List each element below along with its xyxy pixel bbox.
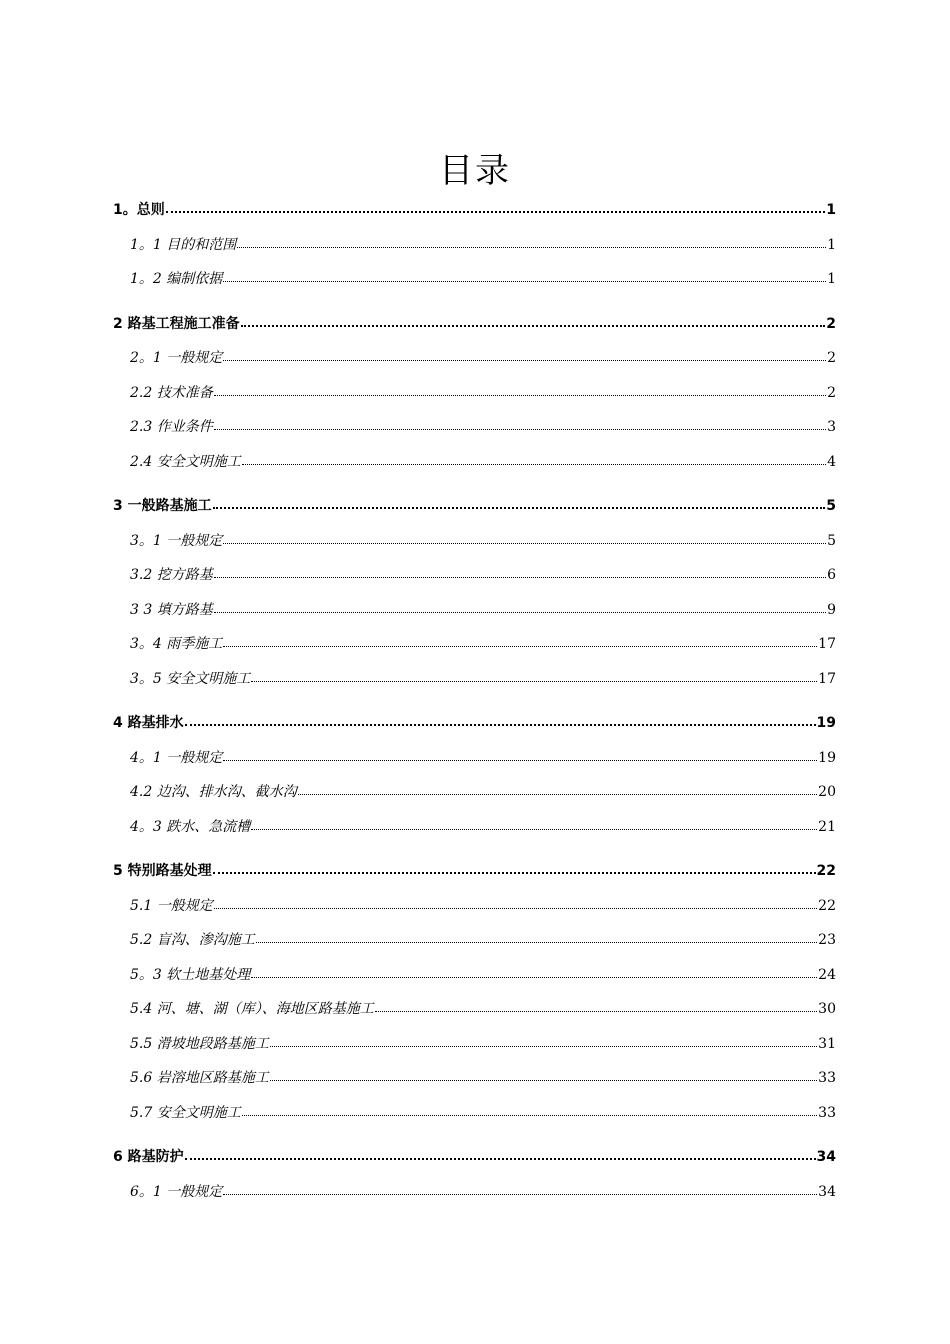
dot-leader bbox=[214, 381, 826, 396]
toc-entry-3-5[interactable] bbox=[113, 662, 836, 697]
toc-entry-section-3[interactable] bbox=[113, 489, 836, 524]
toc-entry-section-1[interactable] bbox=[113, 193, 836, 228]
toc-entry-label: 3。5 安全文明施工 bbox=[130, 670, 251, 687]
toc-entry-page: 34 bbox=[816, 1149, 836, 1165]
toc-entry-section-5[interactable] bbox=[113, 854, 836, 889]
dot-leader bbox=[214, 563, 826, 578]
toc-entry-label: 5 特别路基处理 bbox=[113, 863, 212, 879]
toc-entry-page: 23 bbox=[818, 932, 836, 948]
toc-entry-label: 1。1 目的和范围 bbox=[130, 236, 237, 253]
toc-entry-page: 6 bbox=[827, 567, 836, 583]
toc-entry-label: 5.6 岩溶地区路基施工 bbox=[130, 1070, 269, 1086]
dot-leader bbox=[251, 963, 817, 978]
toc-entry-page: 5 bbox=[827, 532, 836, 549]
dot-leader bbox=[223, 529, 826, 544]
toc-entry-page: 2 bbox=[826, 315, 836, 332]
toc-entry-label: 5.1 一般规定 bbox=[130, 897, 213, 914]
toc-entry-2-3[interactable] bbox=[113, 410, 836, 445]
toc-entry-3-3[interactable] bbox=[113, 593, 836, 628]
toc-entry-label: 2.2 技术准备 bbox=[130, 384, 213, 401]
toc-entry-page: 34 bbox=[818, 1183, 836, 1200]
dot-leader bbox=[237, 233, 826, 248]
dot-leader bbox=[298, 780, 817, 795]
dot-leader bbox=[270, 1032, 817, 1047]
toc-entry-5-3[interactable] bbox=[113, 958, 836, 993]
toc-entry-label: 2。1 一般规定 bbox=[130, 350, 223, 366]
toc-entry-page: 31 bbox=[818, 1035, 836, 1052]
toc-entry-label: 5.5 滑坡地段路基施工 bbox=[130, 1035, 269, 1052]
toc-entry-5-2[interactable] bbox=[113, 923, 836, 958]
toc-entry-label: 3 一般路基施工 bbox=[113, 498, 212, 514]
dot-leader bbox=[223, 267, 826, 282]
toc-entry-label: 6 路基防护 bbox=[113, 1149, 184, 1165]
toc-entry-6-1[interactable] bbox=[113, 1175, 836, 1210]
dot-leader bbox=[241, 311, 826, 327]
dot-leader bbox=[256, 928, 817, 943]
toc-entry-label: 2 路基工程施工准备 bbox=[113, 315, 240, 332]
dot-leader bbox=[214, 415, 826, 430]
toc-entry-label: 2.4 安全文明施工 bbox=[130, 453, 241, 470]
toc-entry-section-4[interactable] bbox=[113, 706, 836, 741]
toc-entry-5-6[interactable] bbox=[113, 1061, 836, 1096]
toc-entry-page: 17 bbox=[818, 636, 836, 652]
toc-entry-page: 24 bbox=[818, 966, 836, 983]
toc-list bbox=[113, 193, 836, 1209]
toc-entry-label: 3。1 一般规定 bbox=[130, 532, 223, 549]
toc-entry-page: 33 bbox=[818, 1104, 836, 1121]
dot-leader bbox=[251, 815, 817, 830]
toc-entry-page: 33 bbox=[818, 1070, 836, 1086]
toc-entry-4-3[interactable] bbox=[113, 810, 836, 845]
toc-entry-label: 5.7 安全文明施工 bbox=[130, 1104, 241, 1121]
dot-leader bbox=[223, 632, 817, 647]
toc-entry-page: 17 bbox=[818, 670, 836, 687]
toc-entry-section-6[interactable] bbox=[113, 1140, 836, 1175]
toc-entry-5-1[interactable] bbox=[113, 889, 836, 924]
toc-entry-label: 4.2 边沟、排水沟、截水沟 bbox=[130, 784, 297, 800]
toc-entry-4-2[interactable] bbox=[113, 775, 836, 810]
toc-entry-2-4[interactable] bbox=[113, 445, 836, 480]
toc-entry-page: 1 bbox=[826, 202, 836, 218]
dot-leader bbox=[242, 450, 826, 465]
toc-entry-4-1[interactable] bbox=[113, 741, 836, 776]
dot-leader bbox=[214, 598, 826, 613]
toc-entry-page: 22 bbox=[818, 897, 836, 914]
toc-entry-label: 3.2 挖方路基 bbox=[130, 567, 213, 583]
toc-entry-page: 2 bbox=[827, 384, 836, 401]
toc-entry-label: 6。1 一般规定 bbox=[130, 1183, 223, 1200]
toc-entry-page: 3 bbox=[827, 419, 836, 435]
dot-leader bbox=[166, 197, 826, 213]
dot-leader bbox=[223, 746, 817, 761]
toc-entry-page: 5 bbox=[826, 498, 836, 514]
dot-leader bbox=[185, 710, 816, 726]
dot-leader bbox=[213, 858, 816, 874]
toc-entry-label: 4。1 一般规定 bbox=[130, 749, 223, 766]
toc-entry-3-4[interactable] bbox=[113, 627, 836, 662]
toc-entry-5-5[interactable] bbox=[113, 1027, 836, 1062]
toc-entry-3-1[interactable] bbox=[113, 524, 836, 559]
dot-leader bbox=[223, 346, 826, 361]
dot-leader bbox=[242, 1101, 817, 1116]
toc-entry-page: 9 bbox=[827, 601, 836, 618]
toc-entry-page: 21 bbox=[818, 818, 836, 835]
toc-entry-1-1[interactable] bbox=[113, 228, 836, 263]
toc-title: 目录 bbox=[439, 150, 511, 191]
dot-leader bbox=[213, 493, 826, 509]
toc-entry-page: 30 bbox=[818, 1001, 836, 1017]
toc-entry-label: 4。3 跌水、急流槽 bbox=[130, 818, 251, 835]
dot-leader bbox=[251, 667, 817, 682]
dot-leader bbox=[185, 1144, 816, 1160]
toc-entry-2-1[interactable] bbox=[113, 341, 836, 376]
toc-entry-label: 1。总则 bbox=[113, 202, 165, 218]
toc-entry-page: 1 bbox=[827, 271, 836, 287]
toc-entry-label: 5.4 河、塘、湖（库）、海地区路基施工 bbox=[130, 1001, 374, 1017]
toc-entry-page: 22 bbox=[816, 863, 836, 879]
toc-entry-page: 19 bbox=[816, 715, 836, 731]
toc-entry-3-2[interactable] bbox=[113, 558, 836, 593]
toc-entry-label: 3 3 填方路基 bbox=[130, 601, 213, 618]
toc-entry-page: 4 bbox=[827, 453, 836, 470]
toc-entry-label: 1。2 编制依据 bbox=[130, 271, 223, 287]
toc-entry-label: 2.3 作业条件 bbox=[130, 419, 213, 435]
toc-entry-label: 4 路基排水 bbox=[113, 715, 184, 731]
toc-entry-page: 19 bbox=[818, 749, 836, 766]
toc-entry-section-2[interactable] bbox=[113, 307, 836, 342]
toc-entry-label: 3。4 雨季施工 bbox=[130, 636, 223, 652]
dot-leader bbox=[375, 997, 817, 1012]
toc-entry-page: 1 bbox=[827, 236, 836, 253]
toc-entry-page: 20 bbox=[818, 784, 836, 800]
toc-entry-label: 5.2 盲沟、渗沟施工 bbox=[130, 932, 255, 948]
toc-entry-page: 2 bbox=[827, 350, 836, 366]
toc-entry-label: 5。3 软土地基处理 bbox=[130, 966, 251, 983]
dot-leader bbox=[223, 1180, 817, 1195]
toc-entry-5-4[interactable] bbox=[113, 992, 836, 1027]
dot-leader bbox=[270, 1066, 817, 1081]
toc-entry-2-2[interactable] bbox=[113, 376, 836, 411]
toc-entry-5-7[interactable] bbox=[113, 1096, 836, 1131]
toc-entry-1-2[interactable] bbox=[113, 262, 836, 297]
dot-leader bbox=[214, 894, 817, 909]
